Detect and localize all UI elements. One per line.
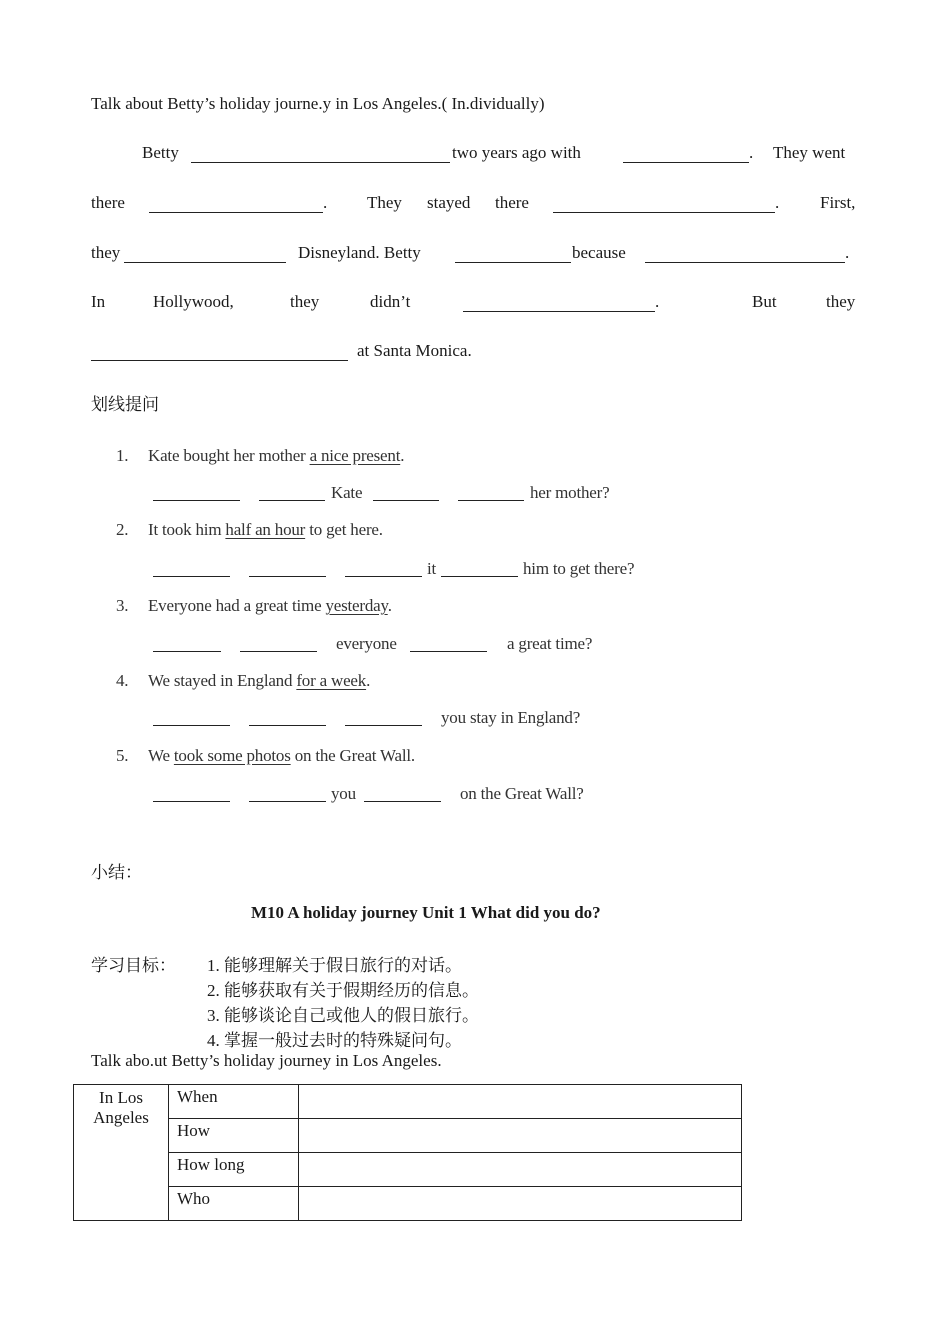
fill-blank[interactable] <box>364 786 441 802</box>
fill-blank[interactable] <box>91 345 348 361</box>
fill-blank[interactable] <box>249 786 326 802</box>
fill-blank[interactable] <box>249 561 326 577</box>
fill-blank[interactable] <box>240 636 317 652</box>
passage-word-betty: Betty <box>142 143 179 162</box>
answer-cell[interactable] <box>299 1187 742 1221</box>
fill-blank[interactable] <box>149 197 323 213</box>
passage-text: they <box>826 292 856 311</box>
row-label: When <box>169 1085 299 1119</box>
fill-blank[interactable] <box>153 710 230 726</box>
objective-item: 2. 能够获取有关于假期经历的信息。 <box>207 981 479 1000</box>
passage-text: First, <box>820 193 856 212</box>
fill-blank[interactable] <box>441 561 518 577</box>
fill-blank[interactable] <box>153 636 221 652</box>
fill-blank[interactable] <box>191 147 450 163</box>
talk-prompt: Talk abo.ut Betty’s holiday journey in Los Angeles. <box>91 1051 442 1070</box>
row-label: How <box>169 1119 299 1153</box>
info-table <box>73 1084 742 1221</box>
passage-text: because <box>572 243 626 262</box>
fill-blank[interactable] <box>153 485 240 501</box>
question-item: 5. We took some photos on the Great Wall. <box>116 746 415 765</box>
activity-heading: Talk about Betty’s holiday journe.y in Los Angeles.( In.dividually) <box>91 94 545 113</box>
summary-label: 小结： <box>91 863 142 882</box>
fill-blank[interactable] <box>455 247 571 263</box>
fill-blank[interactable] <box>645 247 845 263</box>
fill-blank[interactable] <box>458 485 524 501</box>
objective-item: 4. 掌握一般过去时的特殊疑问句。 <box>207 1031 462 1050</box>
fill-blank[interactable] <box>463 296 655 312</box>
answer-cell[interactable] <box>299 1085 742 1119</box>
passage-text: In <box>91 292 106 311</box>
fill-blank[interactable] <box>345 710 422 726</box>
row-label: How long <box>169 1153 299 1187</box>
section-label: 划线提问 <box>91 395 159 414</box>
passage-text: stayed <box>427 193 471 212</box>
fill-blank[interactable] <box>153 561 230 577</box>
passage-text: didn’t <box>370 292 411 311</box>
fill-blank[interactable] <box>259 485 325 501</box>
fill-blank[interactable] <box>153 786 230 802</box>
place-cell: In Los Angeles <box>74 1085 169 1221</box>
fill-blank[interactable] <box>410 636 487 652</box>
fill-blank[interactable] <box>623 147 749 163</box>
fill-blank[interactable] <box>124 247 286 263</box>
passage-text: Hollywood, <box>153 292 234 311</box>
passage-text: they <box>91 243 121 262</box>
passage-text: But <box>752 292 777 311</box>
objectives-label: 学习目标： <box>91 956 176 975</box>
question-item: 4. We stayed in England for a week. <box>116 671 371 690</box>
passage-text: They <box>367 193 402 212</box>
passage-text: there <box>91 193 125 212</box>
passage-text: they <box>290 292 320 311</box>
fill-blank[interactable] <box>373 485 439 501</box>
fill-blank[interactable] <box>553 197 775 213</box>
passage-text: Disneyland. Betty <box>298 243 421 262</box>
question-item: 3. Everyone had a great time yesterday. <box>116 596 392 615</box>
passage-text: at Santa Monica. <box>357 341 472 360</box>
fill-blank[interactable] <box>249 710 326 726</box>
question-item: 1. Kate bought her mother a nice present. <box>116 446 405 465</box>
objective-item: 3. 能够谈论自己或他人的假日旅行。 <box>207 1006 479 1025</box>
lesson-title: M10 A holiday journey Unit 1 What did you do? <box>251 903 601 922</box>
fill-blank[interactable] <box>345 561 422 577</box>
row-label: Who <box>169 1187 299 1221</box>
objective-item: 1. 能够理解关于假日旅行的对话。 <box>207 956 462 975</box>
passage-text: They went <box>773 143 846 162</box>
answer-cell[interactable] <box>299 1153 742 1187</box>
passage-text: two years ago with <box>452 143 581 162</box>
passage-text: there <box>495 193 529 212</box>
answer-cell[interactable] <box>299 1119 742 1153</box>
question-item: 2. It took him half an hour to get here. <box>116 520 383 539</box>
